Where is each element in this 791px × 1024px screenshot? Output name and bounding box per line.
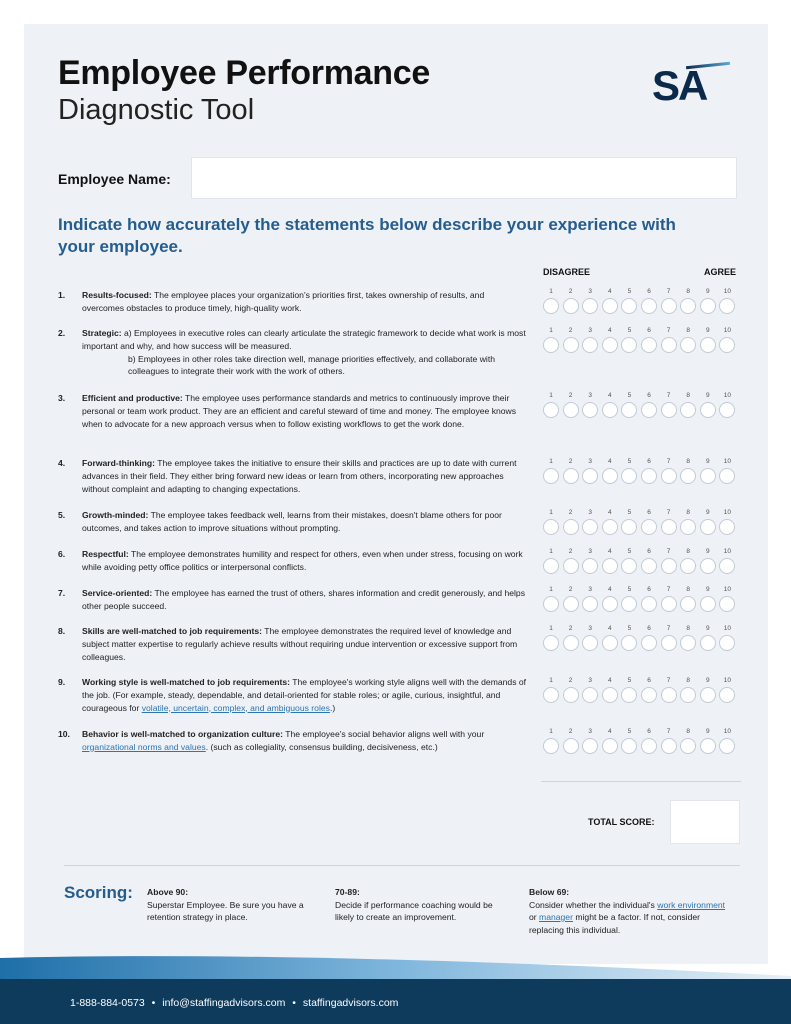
- rating-number-label: 9: [705, 509, 710, 516]
- rating-9: [542, 677, 742, 707]
- rating-number-label: 8: [686, 586, 690, 593]
- rating-radio-2[interactable]: [563, 402, 579, 418]
- rating-radio-9[interactable]: [700, 468, 716, 484]
- rating-number-label: 9: [705, 327, 710, 334]
- rating-radio-10[interactable]: [719, 635, 735, 651]
- statement-text: The employee takes the initiative to ensure their skills and practices are up to date with current advances in their field. They either bring forward new ideas or learn from others, incorporating new approaches without complaint and adapting to changing expectations.: [82, 458, 517, 494]
- rating-radio-4[interactable]: [602, 468, 618, 484]
- rating-radio-4[interactable]: [602, 558, 618, 574]
- scoring-range-text: [529, 899, 729, 937]
- rating-radio-5[interactable]: [621, 687, 637, 703]
- form-page: [24, 24, 768, 964]
- statement-number: 4.: [58, 458, 66, 468]
- rating-radio-5[interactable]: [621, 402, 637, 418]
- rating-number-label: 2: [568, 625, 573, 632]
- rating-number-label: 5: [627, 327, 632, 334]
- rating-number-label: 2: [568, 586, 573, 593]
- rating-radio-1[interactable]: [543, 519, 559, 535]
- rating-number-label: 3: [588, 728, 592, 735]
- rating-radio-8[interactable]: [680, 687, 696, 703]
- scoring-range-heading: 70-89:: [335, 887, 360, 897]
- statement-text: a) Employees in executive roles can clearly articulate the strategic framework to decide what work is most important and why, and how success will be measured.: [82, 328, 526, 351]
- statement-text-after: . (such as collegiality, consensus building, decisiveness, etc.): [205, 741, 438, 752]
- rating-radio-8[interactable]: [680, 596, 696, 612]
- rating-6: [542, 548, 742, 578]
- employee-name-field[interactable]: [191, 157, 737, 199]
- rating-number-label: 10: [723, 458, 731, 465]
- rating-number-label: 5: [627, 458, 632, 465]
- statement-text: The employee places your organization's priorities first, takes ownership of results, and overcomes obstacles to produce timely, high-quality work.: [82, 290, 485, 313]
- rating-number-label: 4: [607, 677, 612, 684]
- statement-text: The employee demonstrates the required level of knowledge and subject matter expertise to regularly achieve results without requiring undue intervention or excessive support from colleagues.: [82, 626, 518, 662]
- rating-radio-6[interactable]: [641, 519, 657, 535]
- rating-number-label: 7: [666, 728, 671, 735]
- statement-1: [58, 289, 528, 315]
- statement-2: [58, 327, 528, 378]
- rating-radio-4[interactable]: [602, 337, 618, 353]
- statement-number: 3.: [58, 393, 66, 403]
- rating-number-label: 1: [549, 548, 553, 555]
- rating-radio-9[interactable]: [700, 558, 716, 574]
- rating-radio-3[interactable]: [582, 402, 598, 418]
- rating-number-label: 8: [686, 728, 690, 735]
- rating-number-label: 7: [666, 625, 671, 632]
- rating-radio-3[interactable]: [582, 558, 598, 574]
- footer-website[interactable]: staffingadvisors.com: [302, 997, 399, 1009]
- rating-number-label: 8: [686, 458, 690, 465]
- rating-number-label: 1: [549, 586, 553, 593]
- rating-radio-10[interactable]: [719, 468, 735, 484]
- statement-text: The employee has earned the trust of others, shares information and credit generously, and helps other people succeed.: [82, 588, 525, 611]
- statement-number: 7.: [58, 588, 66, 598]
- page-subtitle: Diagnostic Tool: [58, 94, 255, 126]
- rating-number-label: 10: [723, 625, 731, 632]
- divider: [64, 865, 740, 866]
- statement-title: Efficient and productive:: [82, 393, 183, 403]
- rating-radio-5[interactable]: [621, 635, 637, 651]
- rating-radio-10[interactable]: [719, 687, 735, 703]
- rating-number-label: 10: [723, 677, 731, 684]
- rating-7: [542, 586, 742, 616]
- rating-radio-9[interactable]: [700, 402, 716, 418]
- rating-radio-7[interactable]: [661, 402, 677, 418]
- rating-number-label: 1: [549, 392, 553, 399]
- rating-radio-8[interactable]: [680, 298, 696, 314]
- statement-title: Forward-thinking:: [82, 458, 156, 468]
- rating-radio-6[interactable]: [641, 337, 657, 353]
- rating-radio-4[interactable]: [602, 687, 618, 703]
- rating-radio-1[interactable]: [543, 558, 559, 574]
- rating-number-label: 6: [647, 728, 651, 735]
- rating-radio-1[interactable]: [543, 337, 559, 353]
- divider: [541, 781, 741, 782]
- rating-radio-3[interactable]: [582, 337, 598, 353]
- rating-radio-9[interactable]: [700, 738, 716, 754]
- statement-title: Working style is well-matched to job requirements:: [82, 677, 291, 687]
- statement-text: The employee takes feedback well, learns from their mistakes, doesn't blame others for poor outcomes, and takes action to improve situations without prompting.: [82, 510, 502, 533]
- rating-number-label: 6: [647, 586, 651, 593]
- sa-logo: [652, 62, 732, 110]
- rating-radio-10[interactable]: [719, 298, 735, 314]
- rating-number-label: 10: [723, 548, 731, 555]
- rating-radio-1[interactable]: [543, 687, 559, 703]
- rating-radio-10[interactable]: [719, 402, 735, 418]
- rating-radio-10[interactable]: [719, 596, 735, 612]
- scoring-range-text: Superstar Employee. Be sure you have a retention strategy in place.: [147, 899, 304, 922]
- rating-number-label: 5: [627, 728, 632, 735]
- rating-number-label: 6: [647, 677, 651, 684]
- page-title: Employee Performance: [58, 54, 430, 92]
- rating-radio-7[interactable]: [661, 738, 677, 754]
- scoring-range-heading: Above 90:: [147, 887, 189, 897]
- rating-number-label: 10: [723, 392, 731, 399]
- statement-title: Skills are well-matched to job requirements:: [82, 626, 263, 636]
- rating-number-label: 2: [568, 509, 573, 516]
- rating-number-label: 6: [647, 392, 651, 399]
- rating-number-label: 7: [666, 327, 671, 334]
- rating-radio-2[interactable]: [563, 519, 579, 535]
- rating-radio-3[interactable]: [582, 687, 598, 703]
- rating-radio-5[interactable]: [621, 738, 637, 754]
- footer: [0, 979, 791, 1024]
- rating-number-label: 6: [647, 288, 651, 295]
- rating-number-label: 3: [588, 288, 592, 295]
- rating-radio-6[interactable]: [641, 402, 657, 418]
- rating-number-label: 3: [588, 392, 592, 399]
- scale-disagree-label: DISAGREE: [543, 267, 591, 277]
- rating-4: [542, 458, 742, 488]
- rating-radio-2[interactable]: [563, 558, 579, 574]
- rating-number-label: 8: [686, 327, 690, 334]
- rating-number-label: 5: [627, 509, 632, 516]
- rating-number-label: 4: [607, 509, 612, 516]
- rating-number-label: 8: [686, 509, 690, 516]
- statement-9: [58, 676, 528, 714]
- statement-number: 8.: [58, 626, 66, 636]
- manager-link[interactable]: manager: [539, 912, 573, 922]
- rating-number-label: 3: [588, 548, 592, 555]
- rating-radio-8[interactable]: [680, 558, 696, 574]
- rating-number-label: 8: [686, 288, 690, 295]
- rating-radio-2[interactable]: [563, 687, 579, 703]
- rating-number-label: 2: [568, 288, 573, 295]
- rating-radio-4[interactable]: [602, 596, 618, 612]
- statement-title: Service-oriented:: [82, 588, 153, 598]
- statement-text: The employee's working style aligns well with the demands of the job. (For example, steady, dependable, and detail-oriented for stable roles; or agile, curious, insightful, and courageous for: [82, 677, 527, 713]
- rating-number-label: 7: [666, 392, 671, 399]
- rating-radio-6[interactable]: [641, 558, 657, 574]
- rating-number-label: 8: [686, 392, 690, 399]
- rating-radio-1[interactable]: [543, 298, 559, 314]
- rating-number-label: 10: [723, 586, 731, 593]
- rating-number-label: 10: [723, 728, 731, 735]
- rating-number-label: 4: [607, 327, 612, 334]
- rating-number-label: 2: [568, 548, 573, 555]
- rating-radio-10[interactable]: [719, 337, 735, 353]
- total-score-field[interactable]: [670, 800, 740, 844]
- rating-radio-8[interactable]: [680, 337, 696, 353]
- statement-7: [58, 587, 528, 613]
- statement-number: 1.: [58, 290, 66, 300]
- rating-radio-4[interactable]: [602, 519, 618, 535]
- footer-email[interactable]: info@staffingadvisors.com: [162, 997, 286, 1009]
- rating-number-label: 7: [666, 548, 671, 555]
- rating-radio-1[interactable]: [543, 402, 559, 418]
- rating-number-label: 4: [607, 458, 612, 465]
- rating-number-label: 2: [568, 677, 573, 684]
- rating-number-label: 4: [607, 392, 612, 399]
- rating-radio-6[interactable]: [641, 298, 657, 314]
- rating-number-label: 3: [588, 458, 592, 465]
- rating-radio-3[interactable]: [582, 468, 598, 484]
- rating-radio-8[interactable]: [680, 402, 696, 418]
- footer-wave: [0, 950, 791, 980]
- rating-radio-9[interactable]: [700, 298, 716, 314]
- rating-radio-5[interactable]: [621, 337, 637, 353]
- rating-number-label: 1: [549, 677, 553, 684]
- rating-number-label: 2: [568, 392, 573, 399]
- rating-number-label: 1: [549, 509, 553, 516]
- statement-text: The employee's social behavior aligns well with your: [283, 729, 485, 739]
- rating-number-label: 7: [666, 458, 671, 465]
- rating-radio-1[interactable]: [543, 468, 559, 484]
- statement-text-b: b) Employees in other roles take direction well, manage priorities effectively, and collaborate with colleagues to integrate their work with the work of others.: [128, 353, 496, 377]
- total-score-label: TOTAL SCORE:: [588, 817, 655, 827]
- statement-number: 5.: [58, 510, 66, 520]
- rating-radio-9[interactable]: [700, 519, 716, 535]
- rating-number-label: 7: [666, 677, 671, 684]
- rating-radio-5[interactable]: [621, 468, 637, 484]
- rating-radio-7[interactable]: [661, 519, 677, 535]
- rating-number-label: 1: [549, 625, 553, 632]
- rating-radio-7[interactable]: [661, 596, 677, 612]
- rating-number-label: 10: [723, 327, 731, 334]
- statement-3: [58, 392, 528, 430]
- rating-radio-6[interactable]: [641, 468, 657, 484]
- rating-radio-8[interactable]: [680, 468, 696, 484]
- rating-radio-7[interactable]: [661, 298, 677, 314]
- statement-number: 10.: [58, 729, 70, 739]
- rating-number-label: 6: [647, 327, 651, 334]
- rating-10: [542, 728, 742, 758]
- scoring-above-90: [147, 886, 317, 924]
- rating-number-label: 5: [627, 288, 632, 295]
- rating-radio-5[interactable]: [621, 596, 637, 612]
- rating-number-label: 4: [607, 288, 612, 295]
- statement-text: The employee demonstrates humility and respect for others, even when under stress, focusing on work while avoiding petty office politics or interpersonal conflicts.: [82, 549, 523, 572]
- rating-radio-5[interactable]: [621, 298, 637, 314]
- instructions: Indicate how accurately the statements below describe your experience with your employee.: [58, 215, 676, 256]
- rating-radio-2[interactable]: [563, 468, 579, 484]
- rating-number-label: 9: [705, 677, 710, 684]
- rating-radio-2[interactable]: [563, 635, 579, 651]
- rating-number-label: 1: [549, 728, 553, 735]
- rating-radio-8[interactable]: [680, 519, 696, 535]
- rating-number-label: 3: [588, 625, 592, 632]
- statement-number: 9.: [58, 677, 66, 687]
- rating-radio-6[interactable]: [641, 596, 657, 612]
- rating-number-label: 9: [705, 728, 710, 735]
- rating-radio-6[interactable]: [641, 687, 657, 703]
- org-norms-link[interactable]: organizational norms and values: [82, 741, 206, 752]
- rating-radio-3[interactable]: [582, 635, 598, 651]
- statement-number: 6.: [58, 549, 66, 559]
- footer-contact: [70, 997, 398, 1009]
- rating-number-label: 6: [647, 548, 651, 555]
- rating-radio-1[interactable]: [543, 635, 559, 651]
- footer-phone[interactable]: 1-888-884-0573: [70, 997, 145, 1009]
- rating-radio-2[interactable]: [563, 298, 579, 314]
- rating-number-label: 9: [705, 625, 710, 632]
- statement-title: Growth-minded:: [82, 510, 149, 520]
- rating-number-label: 1: [549, 288, 553, 295]
- statement-6: [58, 548, 528, 574]
- rating-radio-1[interactable]: [543, 738, 559, 754]
- statement-title: Strategic:: [82, 328, 122, 338]
- rating-number-label: 6: [647, 625, 651, 632]
- rating-radio-7[interactable]: [661, 558, 677, 574]
- statement-title: Respectful:: [82, 549, 129, 559]
- rating-number-label: 2: [568, 728, 573, 735]
- rating-number-label: 6: [647, 458, 651, 465]
- statement-10: [58, 728, 528, 754]
- rating-radio-2[interactable]: [563, 596, 579, 612]
- statement-text: The employee uses performance standards and metrics to continuously improve their personal or team work product. They are an efficient and careful steward of time and money. The employee knows when to advocate for a new approach versus when to follow existing workflows to get the work done.: [82, 393, 517, 429]
- statement-4: [58, 457, 528, 495]
- rating-number-label: 6: [647, 509, 651, 516]
- rating-radio-8[interactable]: [680, 635, 696, 651]
- rating-number-label: 10: [723, 288, 731, 295]
- rating-radio-4[interactable]: [602, 298, 618, 314]
- rating-number-label: 3: [588, 327, 592, 334]
- rating-2: [542, 327, 742, 357]
- scoring-text-part: Consider whether the individual's: [529, 899, 658, 910]
- rating-radio-2[interactable]: [563, 337, 579, 353]
- rating-number-label: 5: [627, 392, 632, 399]
- vuca-roles-link[interactable]: volatile, uncertain, complex, and ambiguous roles: [141, 702, 330, 713]
- rating-number-label: 5: [627, 548, 632, 555]
- rating-radio-9[interactable]: [700, 687, 716, 703]
- rating-number-label: 3: [588, 586, 592, 593]
- statement-5: [58, 509, 528, 535]
- rating-number-label: 9: [705, 548, 710, 555]
- rating-number-label: 7: [666, 288, 671, 295]
- rating-number-label: 1: [549, 327, 553, 334]
- rating-number-label: 8: [686, 677, 690, 684]
- rating-radio-4[interactable]: [602, 635, 618, 651]
- rating-radio-7[interactable]: [661, 635, 677, 651]
- rating-number-label: 5: [627, 586, 632, 593]
- rating-radio-2[interactable]: [563, 738, 579, 754]
- rating-number-label: 4: [607, 548, 612, 555]
- rating-radio-3[interactable]: [582, 738, 598, 754]
- rating-radio-5[interactable]: [621, 558, 637, 574]
- rating-radio-4[interactable]: [602, 738, 618, 754]
- rating-radio-9[interactable]: [700, 596, 716, 612]
- scoring-heading: Scoring:: [64, 883, 133, 902]
- rating-number-label: 8: [686, 625, 690, 632]
- rating-number-label: 4: [607, 625, 612, 632]
- rating-3: [542, 392, 742, 422]
- rating-number-label: 7: [666, 509, 671, 516]
- rating-number-label: 4: [607, 728, 612, 735]
- statement-title: Results-focused:: [82, 290, 152, 300]
- rating-number-label: 5: [627, 625, 632, 632]
- logo-text: SA: [652, 62, 707, 109]
- rating-radio-9[interactable]: [700, 337, 716, 353]
- scale-agree-label: AGREE: [704, 267, 737, 277]
- rating-radio-6[interactable]: [641, 635, 657, 651]
- rating-number-label: 3: [588, 677, 592, 684]
- rating-number-label: 9: [705, 392, 710, 399]
- rating-5: [542, 509, 742, 539]
- rating-radio-10[interactable]: [719, 558, 735, 574]
- rating-number-label: 2: [568, 327, 573, 334]
- rating-radio-3[interactable]: [582, 519, 598, 535]
- footer-separator: •: [292, 997, 296, 1009]
- rating-number-label: 1: [549, 458, 553, 465]
- rating-number-label: 7: [666, 586, 671, 593]
- rating-radio-9[interactable]: [700, 635, 716, 651]
- rating-radio-8[interactable]: [680, 738, 696, 754]
- scoring-below-69: [529, 886, 729, 936]
- rating-radio-7[interactable]: [661, 468, 677, 484]
- rating-number-label: 9: [705, 288, 710, 295]
- scoring-70-89: [335, 886, 511, 924]
- employee-name-label: Employee Name:: [58, 171, 171, 187]
- rating-radio-3[interactable]: [582, 596, 598, 612]
- scoring-text-part: might be a factor. If not, consider replacing this individual.: [529, 912, 701, 935]
- work-environment-link[interactable]: work environment: [657, 899, 726, 910]
- statement-text-after: .): [329, 702, 336, 713]
- footer-separator: •: [151, 997, 156, 1009]
- rating-number-label: 3: [588, 509, 592, 516]
- rating-number-label: 8: [686, 548, 690, 555]
- rating-1: [542, 288, 742, 318]
- rating-radio-3[interactable]: [582, 298, 598, 314]
- rating-number-label: 5: [627, 677, 632, 684]
- rating-radio-7[interactable]: [661, 337, 677, 353]
- rating-radio-10[interactable]: [719, 738, 735, 754]
- scoring-range-heading: Below 69:: [529, 887, 570, 897]
- rating-radio-1[interactable]: [543, 596, 559, 612]
- rating-radio-6[interactable]: [641, 738, 657, 754]
- rating-number-label: 9: [705, 586, 710, 593]
- rating-number-label: 4: [607, 586, 612, 593]
- statement-title: Behavior is well-matched to organization culture:: [82, 729, 284, 739]
- scoring-text-part: or: [529, 912, 540, 922]
- rating-8: [542, 625, 742, 655]
- statement-number: 2.: [58, 328, 66, 338]
- rating-number-label: 9: [705, 458, 710, 465]
- rating-radio-10[interactable]: [719, 519, 735, 535]
- rating-radio-7[interactable]: [661, 687, 677, 703]
- scoring-range-text: Decide if performance coaching would be likely to create an improvement.: [335, 899, 493, 922]
- rating-radio-4[interactable]: [602, 402, 618, 418]
- statement-8: [58, 625, 528, 663]
- rating-radio-5[interactable]: [621, 519, 637, 535]
- rating-number-label: 10: [723, 509, 731, 516]
- rating-number-label: 2: [568, 458, 573, 465]
